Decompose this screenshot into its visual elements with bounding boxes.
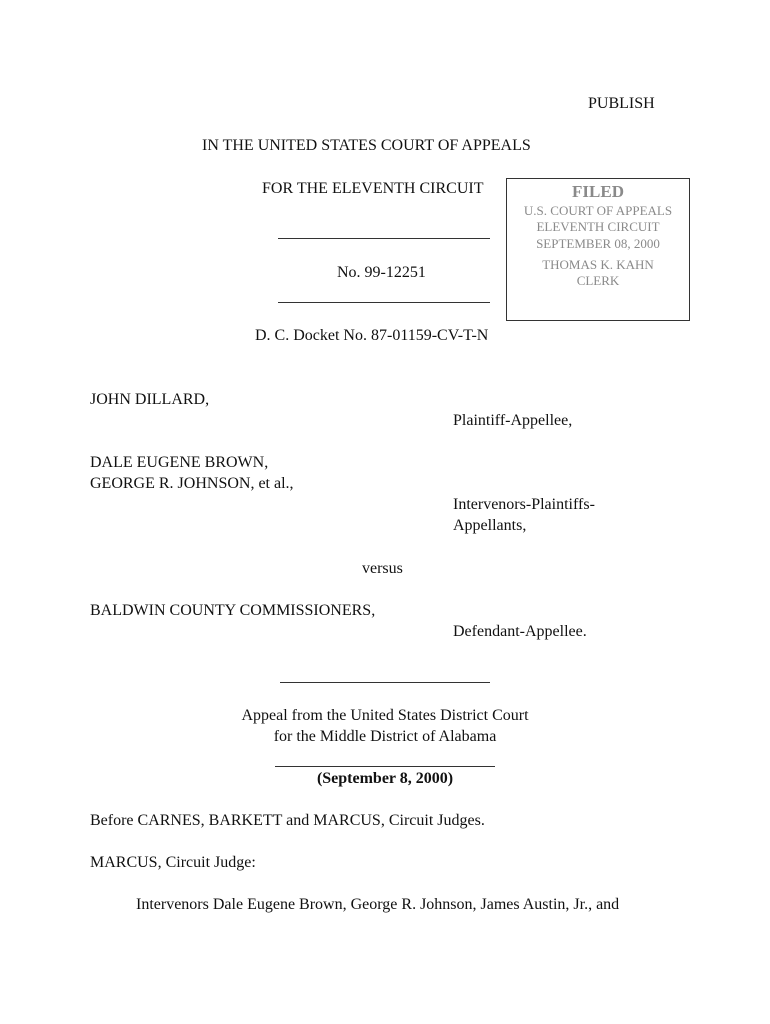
stamp-clerk-name: THOMAS K. KAHN xyxy=(542,257,654,272)
separator-rule xyxy=(278,238,490,239)
versus-label: versus xyxy=(362,560,403,577)
docket-number: D. C. Docket No. 87-01159-CV-T-N xyxy=(255,327,489,344)
intervenor-name: DALE EUGENE BROWN, xyxy=(90,454,269,471)
circuit-title: FOR THE ELEVENTH CIRCUIT xyxy=(262,180,484,197)
plaintiff-name: JOHN DILLARD, xyxy=(90,391,210,408)
separator-rule xyxy=(275,766,495,767)
separator-rule xyxy=(280,682,490,683)
stamp-court: U.S. COURT OF APPEALS xyxy=(523,203,673,218)
intervenor-name: GEORGE R. JOHNSON, et al., xyxy=(90,475,294,492)
appeal-line: Appeal from the United States District Court xyxy=(241,707,529,724)
intervenor-role: Intervenors-Plaintiffs- xyxy=(453,496,595,513)
case-number: No. 99-12251 xyxy=(337,264,426,281)
appeal-district: for the Middle District of Alabama xyxy=(273,728,497,745)
stamp-date: SEPTEMBER 08, 2000 xyxy=(536,236,660,251)
court-title: IN THE UNITED STATES COURT OF APPEALS xyxy=(202,137,531,154)
opinion-text: Intervenors Dale Eugene Brown, George R. Johnson, James Austin, Jr., and xyxy=(136,896,620,913)
stamp-clerk-title: CLERK xyxy=(576,273,620,288)
stamp-filed-label: FILED xyxy=(572,182,624,201)
stamp-circuit: ELEVENTH CIRCUIT xyxy=(536,219,660,234)
decision-date: (September 8, 2000) xyxy=(316,770,454,787)
defendant-role: Defendant-Appellee. xyxy=(453,623,587,640)
separator-rule xyxy=(278,302,490,303)
defendant-name: BALDWIN COUNTY COMMISSIONERS, xyxy=(90,602,376,619)
panel-judges: Before CARNES, BARKETT and MARCUS, Circuit Judges. xyxy=(90,812,485,829)
intervenor-role: Appellants, xyxy=(453,517,527,534)
plaintiff-role: Plaintiff-Appellee, xyxy=(453,412,573,429)
filed-stamp xyxy=(506,178,690,321)
opinion-author: MARCUS, Circuit Judge: xyxy=(90,854,256,871)
publish-label: PUBLISH xyxy=(588,95,655,112)
